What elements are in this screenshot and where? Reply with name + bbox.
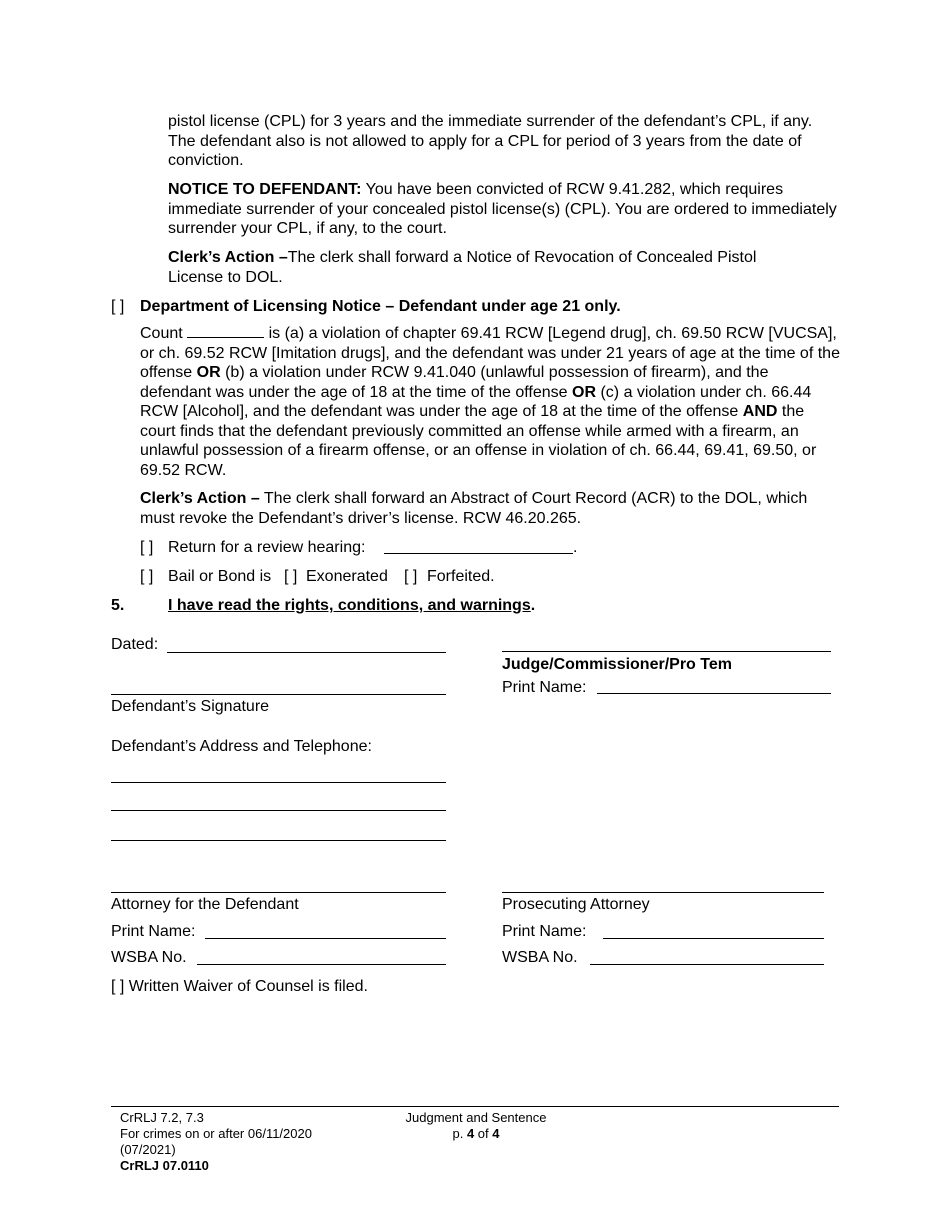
review-hearing-period: . xyxy=(573,539,578,556)
prosecutor-print-name-label: Print Name: xyxy=(502,923,587,940)
forfeited-label: Forfeited. xyxy=(427,568,495,585)
dol-notice-heading: Department of Licensing Notice – Defendant under age 21 only. xyxy=(140,298,621,315)
dated-field[interactable] xyxy=(167,652,446,653)
footer-rule: CrRLJ 7.2, 7.3 xyxy=(120,1110,204,1125)
forfeited-checkbox[interactable]: [ ] xyxy=(404,568,418,585)
dol-notice-body: Count is (a) a violation of chapter 69.41 RCW [Legend drug], ch. 69.50 RCW [VUCSA], or ch. 69.52 RCW [Imitation drugs], and the defendant was under 21 years of age at the time of the offense OR (b) a violation under RCW 9.41.040 (unlawful possession of firearm), and the defendant was under the age of 18 at the time of the offense OR (c) a violation under ch. 66.44 RCW [Alcohol], and the defendant was under the age of 18 at the time of the offense AND the court finds that the defendant previously committed an offense while armed with a firearm, an unlawful possession of a firearm offense, or an offense in violation of ch. 66.44, 69.41, 69.50, or 69.52 RCW. xyxy=(140,325,840,479)
defense-attorney-signature-line[interactable] xyxy=(111,892,446,893)
footer-doc-title: Judgment and Sentence xyxy=(405,1110,547,1125)
dated-label: Dated: xyxy=(111,636,159,653)
defense-print-name-field[interactable] xyxy=(205,938,446,939)
notice-label: NOTICE TO DEFENDANT: xyxy=(168,181,362,198)
exonerated-label: Exonerated xyxy=(306,568,388,585)
section-5-number: 5. xyxy=(111,597,125,614)
defense-wsba-field[interactable] xyxy=(197,964,446,965)
defense-attorney-label: Attorney for the Defendant xyxy=(111,896,299,913)
clerk-action-dol: Clerk’s Action – The clerk shall forward an Abstract of Court Record (ACR) to the DOL, which must revoke the Defendant’s driver’s license. RCW 46.20.265. xyxy=(140,490,808,527)
footer-left xyxy=(120,1110,312,1174)
clerk-action-label: Clerk’s Action – xyxy=(168,249,288,266)
judge-signature-line[interactable] xyxy=(502,651,831,652)
footer-center xyxy=(376,1110,576,1142)
footer-divider xyxy=(111,1106,839,1107)
judge-print-name-label: Print Name: xyxy=(502,679,587,696)
section-5-heading: I have read the rights, conditions, and warnings. xyxy=(168,597,536,614)
exonerated-checkbox[interactable]: [ ] xyxy=(284,568,298,585)
clerk-action-cpl: Clerk’s Action –The clerk shall forward a Notice of Revocation of Concealed Pistol License to DOL. xyxy=(168,249,757,286)
address-line-1[interactable] xyxy=(111,782,446,783)
count-blank[interactable] xyxy=(187,323,264,338)
defendant-signature-label: Defendant’s Signature xyxy=(111,698,270,715)
defendant-address-label: Defendant’s Address and Telephone: xyxy=(111,738,372,755)
footer-page-number: p. 4 of 4 xyxy=(452,1126,500,1141)
defendant-signature-line[interactable] xyxy=(111,694,446,695)
address-line-2[interactable] xyxy=(111,810,446,811)
review-hearing-field[interactable] xyxy=(384,553,573,554)
prosecutor-wsba-field[interactable] xyxy=(590,964,824,965)
bail-checkbox[interactable]: [ ] xyxy=(140,568,154,585)
prosecutor-wsba-label: WSBA No. xyxy=(502,949,578,966)
prosecutor-label: Prosecuting Attorney xyxy=(502,896,650,913)
dol-notice-checkbox[interactable]: [ ] xyxy=(111,298,125,315)
prosecutor-print-name-field[interactable] xyxy=(603,938,824,939)
judge-title: Judge/Commissioner/Pro Tem xyxy=(502,656,732,673)
footer-revision: (07/2021) xyxy=(120,1142,176,1157)
defense-wsba-label: WSBA No. xyxy=(111,949,187,966)
notice-to-defendant: NOTICE TO DEFENDANT: You have been convicted of RCW 9.41.282, which requires immediate surrender of your concealed pistol license(s) (CPL). You are ordered to immediately surrender your CPL, if any, to the court. xyxy=(168,181,837,237)
waiver-of-counsel[interactable]: [ ] Written Waiver of Counsel is filed. xyxy=(111,978,368,995)
prosecutor-signature-line[interactable] xyxy=(502,892,824,893)
footer-form-number: CrRLJ 07.0110 xyxy=(120,1158,209,1173)
defense-print-name-label: Print Name: xyxy=(111,923,196,940)
footer-crimes-date: For crimes on or after 06/11/2020 xyxy=(120,1126,312,1141)
address-line-3[interactable] xyxy=(111,840,446,841)
judge-print-name-field[interactable] xyxy=(597,693,831,694)
review-hearing-checkbox[interactable]: [ ] xyxy=(140,539,154,556)
cpl-continued-paragraph: pistol license (CPL) for 3 years and the immediate surrender of the defendant’s CPL, if any. The defendant also is not allowed to apply for a CPL for period of 3 years from the date of conviction. xyxy=(168,113,813,169)
bail-label: Bail or Bond is xyxy=(168,568,272,585)
review-hearing-label: Return for a review hearing: xyxy=(168,539,366,556)
